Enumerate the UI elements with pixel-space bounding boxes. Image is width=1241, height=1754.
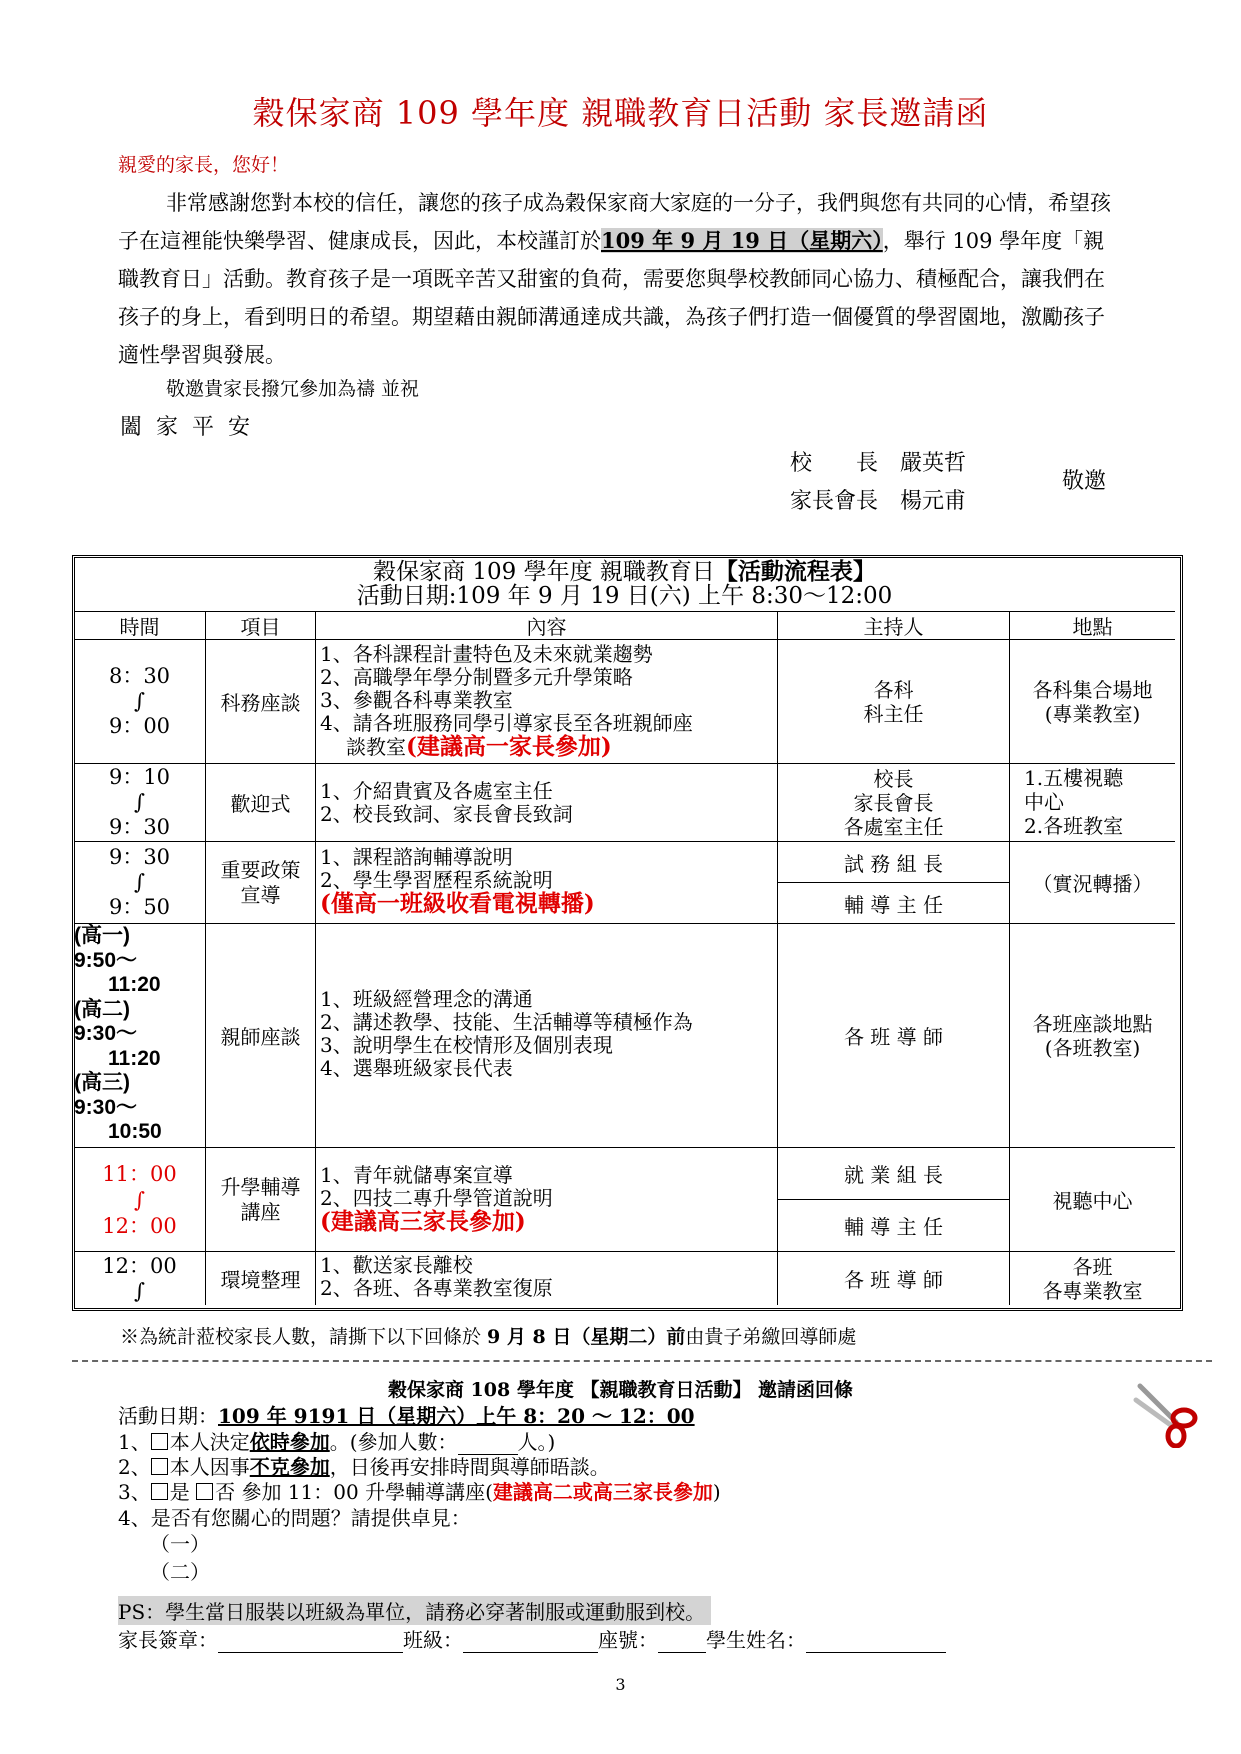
student-name-field[interactable] bbox=[806, 1628, 946, 1653]
schedule-title-a: 穀保家商 109 學年度 親職教育日 bbox=[373, 559, 715, 585]
row3-item-line: 宣導 bbox=[240, 882, 281, 907]
schedule-date: 活動日期:109 年 9 月 19 日(六) 上午 8:30～12:00 bbox=[356, 583, 893, 609]
row3-content bbox=[316, 842, 778, 924]
row4-content-line: 2、講述教學、技能、生活輔導等積極作為 bbox=[320, 1010, 693, 1034]
reply-q4-item-2: （二） bbox=[150, 1560, 210, 1584]
row2-content-line: 1、介紹貴賓及各處室主任 bbox=[320, 779, 553, 803]
row2-host bbox=[778, 764, 1010, 842]
greeting: 親愛的家長，您好！ bbox=[118, 154, 290, 176]
row1-content bbox=[316, 640, 778, 764]
row6-place-line: 各專業教室 bbox=[1042, 1278, 1143, 1303]
letter-regards: 敬邀貴家長撥冗參加為禱 並祝 bbox=[166, 378, 420, 400]
return-note-deadline: 9 月 8 日（星期二）前 bbox=[487, 1326, 686, 1348]
row2-place bbox=[1010, 764, 1175, 842]
row6-place-line: 各班 bbox=[1072, 1254, 1113, 1279]
row6-item: 環境整理 bbox=[206, 1252, 316, 1305]
option-text: 是 bbox=[169, 1480, 197, 1504]
row2-item: 歡迎式 bbox=[206, 764, 316, 842]
parent-signature-field[interactable] bbox=[218, 1628, 403, 1653]
seminar-suggestion: 建議高二或高三家長參加 bbox=[492, 1480, 713, 1504]
row5-time bbox=[74, 1148, 206, 1252]
reply-date-value: 109 年 9191 日（星期六）上午 8：20 ～ 12：00 bbox=[218, 1404, 695, 1428]
row2-content-line: 2、校長致詞、家長會長致詞 bbox=[320, 802, 573, 826]
row4-time-line: (高二) bbox=[74, 997, 130, 1021]
row3-time-sep: ∫ bbox=[134, 870, 145, 894]
row1-host-line: 各科 bbox=[873, 677, 914, 702]
row5-content-note: (建議高三家長參加) bbox=[320, 1208, 526, 1235]
row2-time-sep: ∫ bbox=[134, 790, 145, 814]
row6-place bbox=[1010, 1252, 1175, 1305]
yes-checkbox[interactable] bbox=[151, 1483, 168, 1500]
row3-host-2: 輔 導 主 任 bbox=[778, 883, 1010, 924]
row4-item: 親師座談 bbox=[206, 924, 316, 1148]
reply-q4-item-1: （一） bbox=[150, 1532, 210, 1556]
row3-place: （實況轉播） bbox=[1010, 842, 1175, 924]
row5-item bbox=[206, 1148, 316, 1252]
option-number: 2、 bbox=[118, 1455, 151, 1479]
option-text: 人。) bbox=[517, 1430, 556, 1454]
col-header-time: 時間 bbox=[74, 612, 206, 640]
row1-host bbox=[778, 640, 1010, 764]
signature-line bbox=[118, 1624, 946, 1653]
row3-host-1: 試 務 組 長 bbox=[778, 842, 1010, 883]
row4-time-line: (高三) bbox=[74, 1071, 130, 1094]
row1-content-note: (建議高一家長參加) bbox=[406, 733, 612, 760]
row6-time bbox=[74, 1252, 206, 1305]
row5-item-line: 講座 bbox=[240, 1199, 281, 1224]
row4-content-line: 4、選舉班級家長代表 bbox=[320, 1056, 513, 1080]
row4-time-line: 11:20 bbox=[108, 1046, 161, 1070]
letter-peace: 闔家平安 bbox=[120, 415, 265, 440]
return-note bbox=[120, 1322, 856, 1349]
row3-time bbox=[74, 842, 206, 924]
signer-principal: 校 長 嚴英哲 bbox=[790, 451, 967, 476]
class-label: 班級： bbox=[403, 1628, 463, 1652]
row1-place bbox=[1010, 640, 1175, 764]
attend-label: 依時參加 bbox=[249, 1430, 330, 1454]
row4-content-line: 1、班級經營理念的溝通 bbox=[320, 987, 533, 1011]
row3-item-line: 重要政策 bbox=[220, 857, 301, 882]
row3-item bbox=[206, 842, 316, 924]
col-header-place: 地點 bbox=[1010, 612, 1175, 640]
row2-place-line: 中心 bbox=[1024, 790, 1064, 814]
row2-host-line: 各處室主任 bbox=[843, 814, 944, 839]
row2-place-line: 2.各班教室 bbox=[1024, 814, 1124, 838]
row3-content-note: (僅高一班級收看電視轉播) bbox=[320, 890, 595, 917]
row5-content-line: 1、青年就儲專案宣導 bbox=[320, 1163, 513, 1187]
row5-content-line: 2、四技二專升學管道說明 bbox=[320, 1186, 553, 1210]
schedule-table-title bbox=[74, 557, 1175, 612]
row6-content-line: 2、各班、各專業教室復原 bbox=[320, 1276, 553, 1300]
row1-content-line: 3、參觀各科專業教室 bbox=[320, 688, 513, 712]
row1-item: 科務座談 bbox=[206, 640, 316, 764]
row1-content-line: 1、各科課程計畫特色及未來就業趨勢 bbox=[320, 642, 653, 666]
reply-slip-title: 穀保家商 108 學年度 【親職教育日活動】 邀請函回條 bbox=[387, 1379, 854, 1401]
row5-host-2: 輔 導 主 任 bbox=[778, 1200, 1010, 1252]
page-number: 3 bbox=[615, 1675, 626, 1694]
dress-code-note: PS：學生當日服裝以班級為單位，請務必穿著制服或運動服到校。 bbox=[118, 1596, 711, 1625]
row1-time-sep: ∫ bbox=[134, 689, 145, 713]
schedule-title-b: 【活動流程表】 bbox=[714, 558, 876, 585]
row4-place-line: 各班座談地點 bbox=[1032, 1011, 1153, 1036]
letter-body bbox=[118, 184, 1118, 374]
row4-time bbox=[74, 924, 206, 1148]
letter-text-1: 非常感謝您對本校的信任，讓您的孩子成為穀保家商大家庭的一分子，我們與您有共同的心情，希望孩子在這裡能快樂學習、健康成長，因此，本校謹訂於 bbox=[118, 191, 1111, 253]
tear-line bbox=[72, 1360, 1212, 1362]
row3-content-line: 1、課程諮詢輔導說明 bbox=[320, 845, 513, 869]
row4-time-line: 10:50 bbox=[108, 1120, 162, 1143]
row5-time-sep: ∫ bbox=[134, 1187, 145, 1212]
row4-time-line: 11:20 bbox=[108, 973, 161, 996]
option-text: 本人因事 bbox=[169, 1455, 250, 1479]
row4-time-line: 9:30～ bbox=[74, 1095, 138, 1119]
row1-content-line: 4、請各班服務同學引導家長至各班親師座 bbox=[320, 711, 693, 735]
row2-host-line: 家長會長 bbox=[853, 790, 934, 815]
row5-item-line: 升學輔導 bbox=[220, 1174, 301, 1199]
event-date-highlight: 109 年 9 月 19 日（星期六） bbox=[601, 228, 883, 253]
row5-content bbox=[316, 1148, 778, 1252]
row1-time-end: 9：00 bbox=[108, 714, 171, 738]
row4-content bbox=[316, 924, 778, 1148]
row1-host-line: 科主任 bbox=[863, 701, 924, 726]
row5-time-start: 11：00 bbox=[102, 1161, 177, 1186]
return-note-text: ※為統計蒞校家長人數，請撕下以下回條於 bbox=[120, 1326, 488, 1348]
seat-field[interactable] bbox=[658, 1628, 706, 1653]
col-header-host: 主持人 bbox=[778, 612, 1010, 640]
row4-time-line: (高一) bbox=[74, 924, 130, 947]
option-number: 3、 bbox=[118, 1480, 151, 1504]
row4-content-line: 3、說明學生在校情形及個別表現 bbox=[320, 1033, 613, 1057]
row3-time-end: 9：50 bbox=[108, 895, 171, 919]
option-text: 本人決定 bbox=[169, 1430, 250, 1454]
reply-question-4: 4、是否有您關心的問題？請提供卓見： bbox=[118, 1506, 471, 1530]
row1-place-line: 各科集合場地 bbox=[1032, 677, 1153, 702]
row6-host: 各 班 導 師 bbox=[778, 1252, 1010, 1305]
return-note-text: 由貴子弟繳回導師處 bbox=[685, 1326, 857, 1348]
no-checkbox[interactable] bbox=[196, 1483, 213, 1500]
col-header-item: 項目 bbox=[206, 612, 316, 640]
parent-signature-label: 家長簽章： bbox=[118, 1628, 218, 1652]
row2-time bbox=[74, 764, 206, 842]
row2-time-end: 9：30 bbox=[108, 815, 171, 839]
student-name-label: 學生姓名： bbox=[706, 1628, 806, 1652]
row6-content-line: 1、歡送家長離校 bbox=[320, 1253, 473, 1277]
absent-label: 不克參加 bbox=[249, 1455, 330, 1479]
row3-time-start: 9：30 bbox=[108, 845, 171, 869]
page-title: 穀保家商 109 學年度 親職教育日活動 家長邀請函 bbox=[252, 94, 989, 132]
letter-invite: 敬邀 bbox=[1062, 469, 1107, 494]
row6-time-start: 12：00 bbox=[102, 1253, 177, 1278]
row4-place bbox=[1010, 924, 1175, 1148]
option-text: ，日後再安排時間與導師晤談。 bbox=[329, 1455, 610, 1479]
row4-time-line: 9:30～ bbox=[74, 1022, 138, 1045]
seat-label: 座號： bbox=[598, 1628, 658, 1652]
row5-host-1: 就 業 組 長 bbox=[778, 1148, 1010, 1200]
option-text: 否 參加 11：00 升學輔導講座( bbox=[215, 1480, 493, 1504]
row4-time-line: 9:50～ bbox=[74, 948, 138, 972]
row5-time-end: 12：00 bbox=[102, 1213, 177, 1238]
option-text: 。(參加人數： bbox=[329, 1430, 458, 1454]
signer-parent-chair: 家長會長 楊元甫 bbox=[790, 489, 967, 514]
letter-text-2: ，舉行 109 學年度「親職教育日」活動。教育孩子是一項既辛苦又甜蜜的負荷，需要您與學校教師同心協力、積極配合，讓我們在孩子的身上，看到明日的希望。期望藉由親師溝通達成共識，為孩子們打造一個優質的學習園地，激勵孩子適性學習與發展。 bbox=[118, 229, 1105, 367]
reply-date bbox=[118, 1400, 695, 1429]
reply-option-3 bbox=[118, 1476, 721, 1505]
reply-date-label: 活動日期： bbox=[118, 1404, 218, 1428]
row5-place: 視聽中心 bbox=[1010, 1148, 1175, 1252]
row4-place-line: (各班教室) bbox=[1044, 1035, 1141, 1060]
attend-checkbox[interactable] bbox=[151, 1433, 168, 1450]
row1-time bbox=[74, 640, 206, 764]
row1-place-line: (專業教室) bbox=[1044, 701, 1141, 726]
row4-host: 各 班 導 師 bbox=[778, 924, 1010, 1148]
row6-time-sep: ∫ bbox=[134, 1278, 145, 1303]
row6-content bbox=[316, 1252, 778, 1305]
row2-host-line: 校長 bbox=[873, 766, 914, 791]
option-number: 1、 bbox=[118, 1430, 151, 1454]
row1-time-start: 8：30 bbox=[108, 664, 171, 688]
option-text: ) bbox=[712, 1480, 721, 1504]
row2-content bbox=[316, 764, 778, 842]
row1-content-tail: 談教室 bbox=[346, 735, 406, 759]
row3-content-line: 2、學生學習歷程系統說明 bbox=[320, 868, 553, 892]
class-field[interactable] bbox=[463, 1628, 598, 1653]
row1-content-line: 2、高職學年學分制暨多元升學策略 bbox=[320, 665, 633, 689]
row2-time-start: 9：10 bbox=[108, 765, 171, 789]
col-header-content: 內容 bbox=[316, 612, 778, 640]
row2-place-line: 1.五樓視聽 bbox=[1024, 766, 1124, 790]
absent-checkbox[interactable] bbox=[151, 1458, 168, 1475]
